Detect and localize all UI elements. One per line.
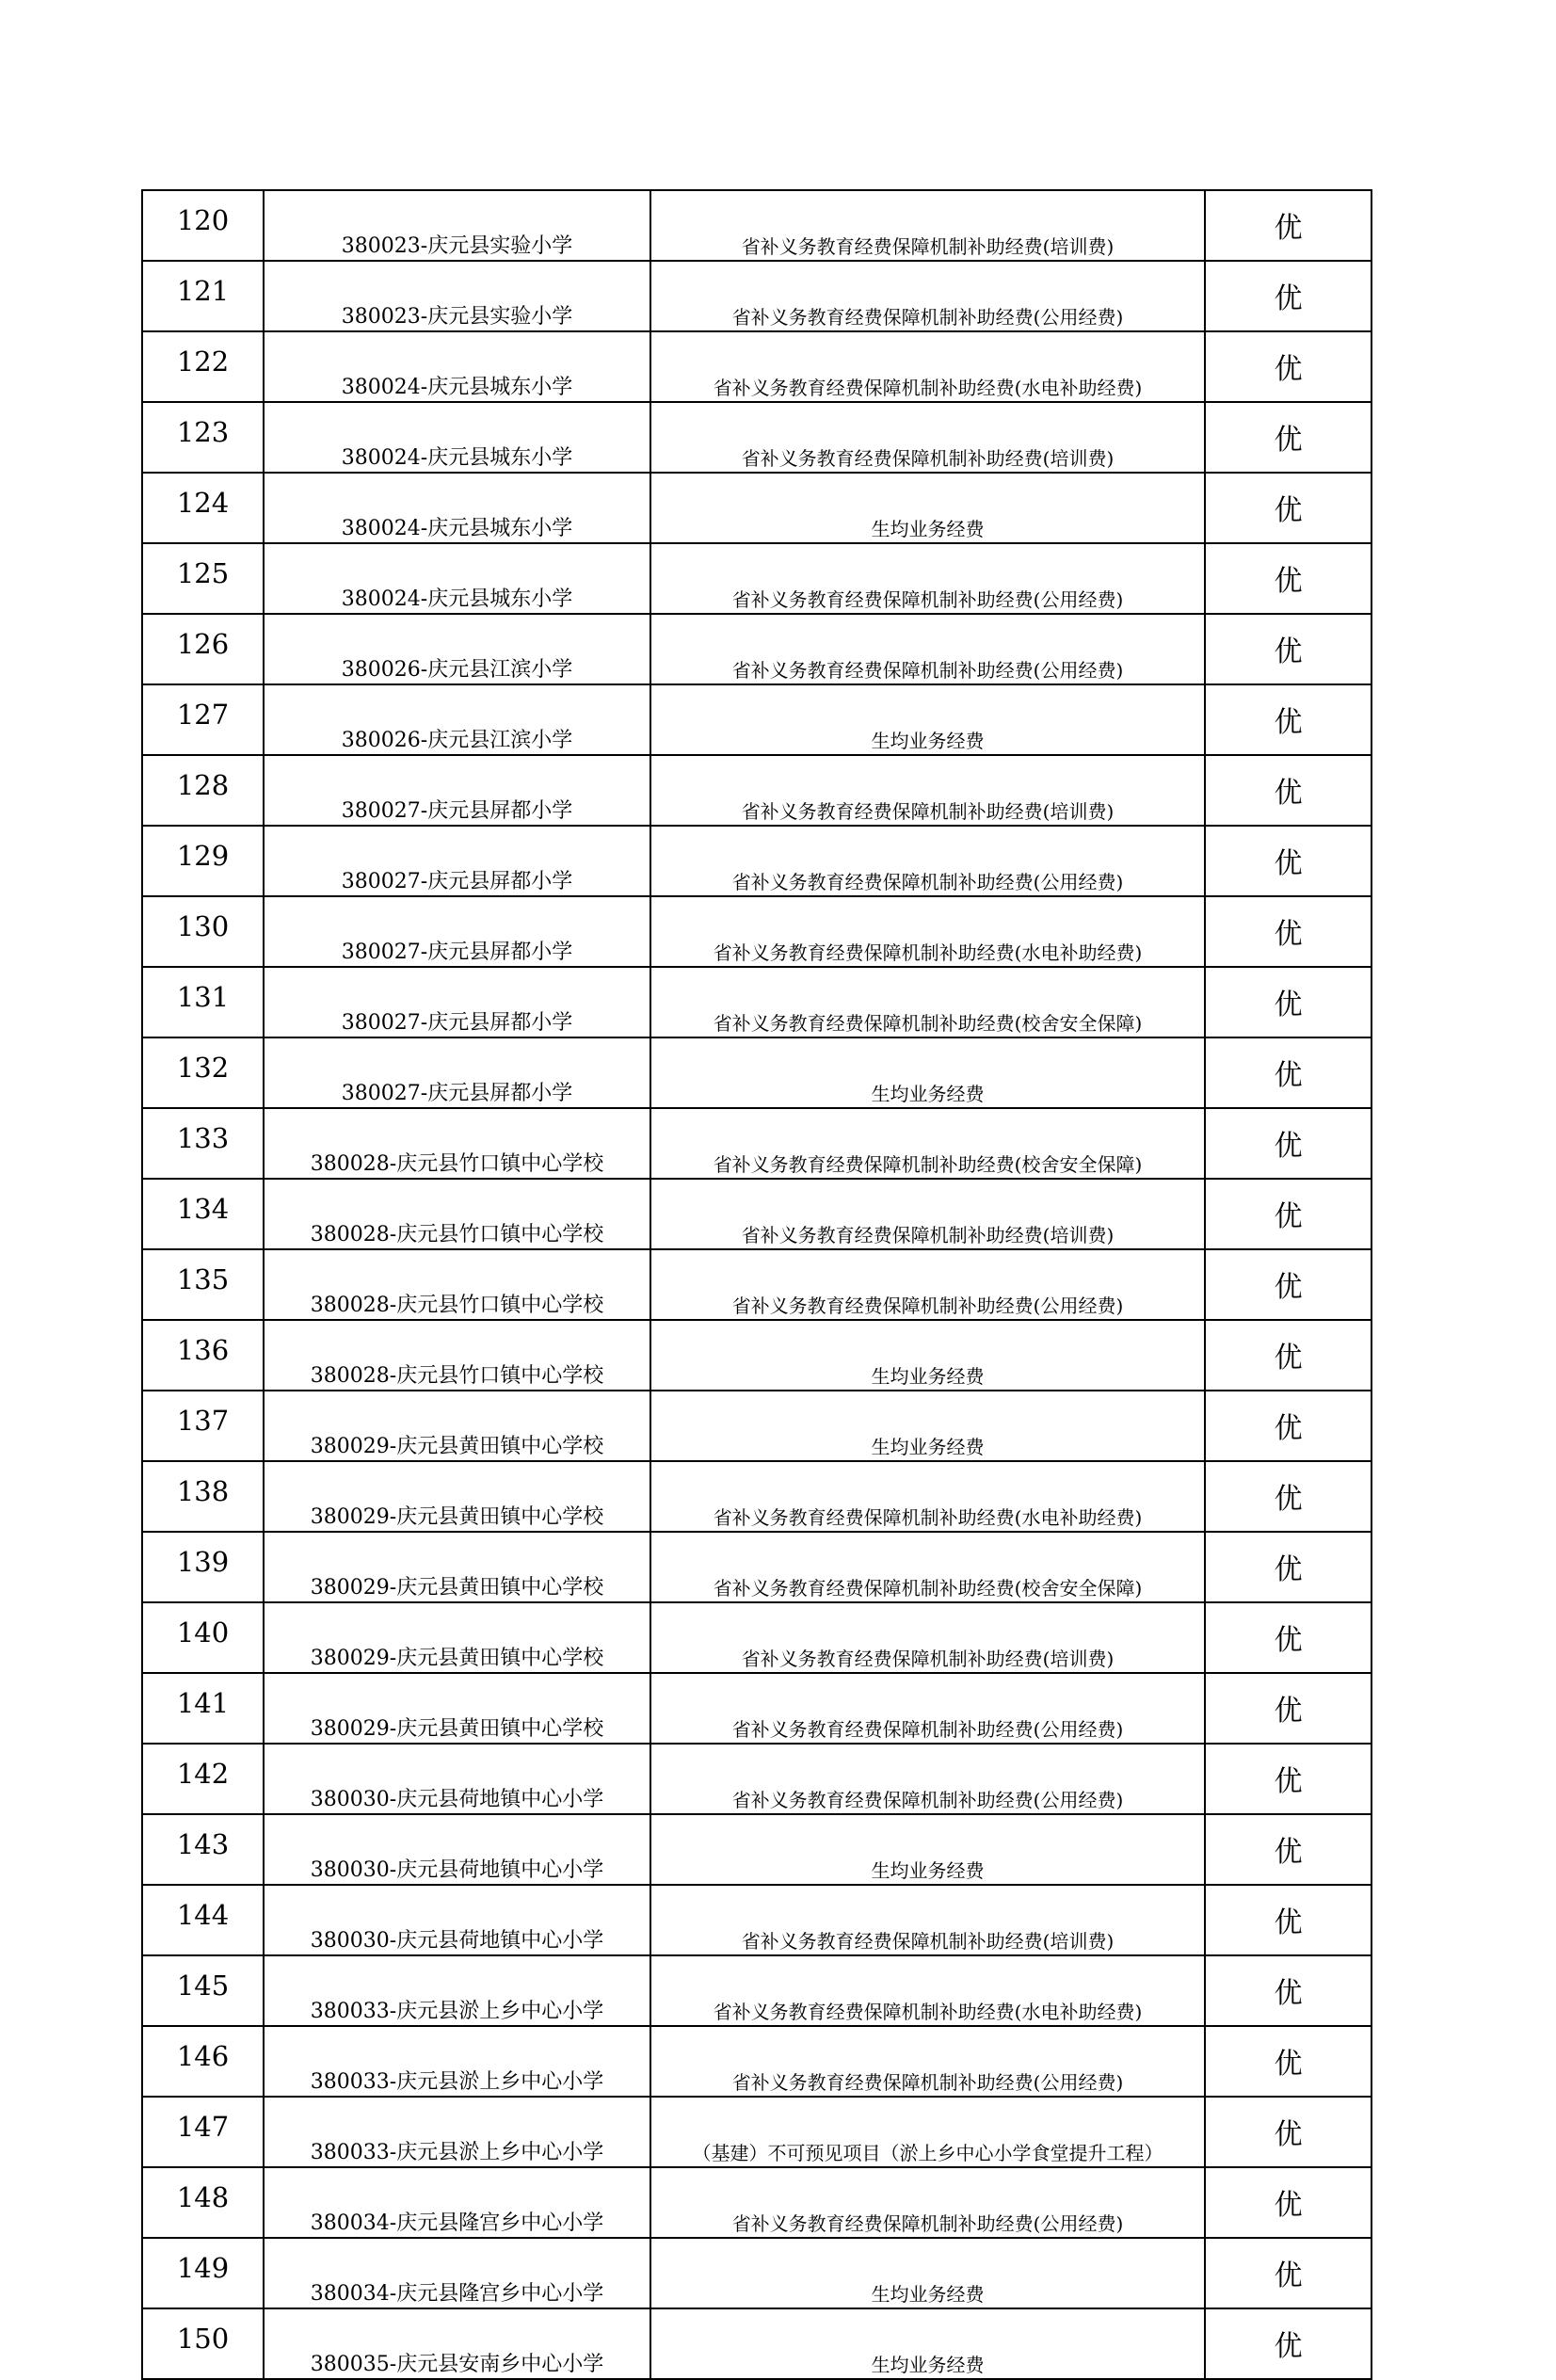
row-number: 135	[142, 1249, 264, 1320]
grade: 优	[1205, 2097, 1372, 2167]
grade: 优	[1205, 1179, 1372, 1249]
project-name: 生均业务经费	[650, 1320, 1205, 1391]
unit-name: 380024-庆元县城东小学	[264, 473, 650, 543]
unit-name: 380029-庆元县黄田镇中心学校	[264, 1673, 650, 1744]
grade: 优	[1205, 261, 1372, 331]
table-row	[142, 1673, 1372, 1744]
table-row	[142, 473, 1372, 543]
row-number: 130	[142, 896, 264, 967]
project-name: 省补义务教育经费保障机制补助经费(水电补助经费)	[650, 1955, 1205, 2026]
table-row	[142, 2026, 1372, 2097]
project-name: 省补义务教育经费保障机制补助经费(培训费)	[650, 402, 1205, 473]
project-name: 省补义务教育经费保障机制补助经费(培训费)	[650, 190, 1205, 261]
row-number: 145	[142, 1955, 264, 2026]
row-number: 142	[142, 1744, 264, 1814]
grade: 优	[1205, 1673, 1372, 1744]
table-row	[142, 190, 1372, 261]
row-number: 125	[142, 543, 264, 614]
project-name: 生均业务经费	[650, 1391, 1205, 1461]
row-number: 149	[142, 2238, 264, 2308]
row-number: 129	[142, 826, 264, 896]
table-row	[142, 684, 1372, 755]
table-row	[142, 2308, 1372, 2379]
unit-name: 380029-庆元县黄田镇中心学校	[264, 1602, 650, 1673]
table-body	[142, 190, 1372, 2379]
unit-name: 380030-庆元县荷地镇中心小学	[264, 1744, 650, 1814]
unit-name: 380027-庆元县屏都小学	[264, 896, 650, 967]
unit-name: 380026-庆元县江滨小学	[264, 684, 650, 755]
row-number: 123	[142, 402, 264, 473]
project-name: 省补义务教育经费保障机制补助经费(公用经费)	[650, 261, 1205, 331]
project-name: 省补义务教育经费保障机制补助经费(水电补助经费)	[650, 1461, 1205, 1532]
unit-name: 380028-庆元县竹口镇中心学校	[264, 1249, 650, 1320]
row-number: 144	[142, 1885, 264, 1955]
unit-name: 380023-庆元县实验小学	[264, 190, 650, 261]
row-number: 147	[142, 2097, 264, 2167]
table-row	[142, 2167, 1372, 2238]
grade: 优	[1205, 826, 1372, 896]
row-number: 121	[142, 261, 264, 331]
grade: 优	[1205, 967, 1372, 1037]
grade: 优	[1205, 1249, 1372, 1320]
grade: 优	[1205, 1885, 1372, 1955]
grade: 优	[1205, 190, 1372, 261]
row-number: 131	[142, 967, 264, 1037]
table-row	[142, 261, 1372, 331]
unit-name: 380024-庆元县城东小学	[264, 402, 650, 473]
grade: 优	[1205, 684, 1372, 755]
table-row	[142, 1955, 1372, 2026]
table-row	[142, 1885, 1372, 1955]
table-row	[142, 1320, 1372, 1391]
grade: 优	[1205, 1320, 1372, 1391]
unit-name: 380028-庆元县竹口镇中心学校	[264, 1179, 650, 1249]
grade: 优	[1205, 1602, 1372, 1673]
table-row	[142, 614, 1372, 684]
row-number: 140	[142, 1602, 264, 1673]
table-row	[142, 402, 1372, 473]
unit-name: 380026-庆元县江滨小学	[264, 614, 650, 684]
project-name: 省补义务教育经费保障机制补助经费(培训费)	[650, 755, 1205, 826]
project-name: 省补义务教育经费保障机制补助经费(校舍安全保障)	[650, 1108, 1205, 1179]
project-name: 省补义务教育经费保障机制补助经费(公用经费)	[650, 826, 1205, 896]
table-row	[142, 896, 1372, 967]
grade: 优	[1205, 543, 1372, 614]
evaluation-table	[141, 189, 1372, 2380]
unit-name: 380033-庆元县淤上乡中心小学	[264, 2026, 650, 2097]
unit-name: 380023-庆元县实验小学	[264, 261, 650, 331]
grade: 优	[1205, 1814, 1372, 1885]
table-row	[142, 1814, 1372, 1885]
project-name: 省补义务教育经费保障机制补助经费(公用经费)	[650, 1673, 1205, 1744]
table-row	[142, 1179, 1372, 1249]
project-name: 生均业务经费	[650, 684, 1205, 755]
unit-name: 380027-庆元县屏都小学	[264, 967, 650, 1037]
row-number: 133	[142, 1108, 264, 1179]
table-row	[142, 2238, 1372, 2308]
unit-name: 380030-庆元县荷地镇中心小学	[264, 1814, 650, 1885]
project-name: 省补义务教育经费保障机制补助经费(水电补助经费)	[650, 896, 1205, 967]
row-number: 137	[142, 1391, 264, 1461]
project-name: 省补义务教育经费保障机制补助经费(公用经费)	[650, 1249, 1205, 1320]
project-name: 生均业务经费	[650, 1037, 1205, 1108]
project-name: 生均业务经费	[650, 2238, 1205, 2308]
project-name: 省补义务教育经费保障机制补助经费(水电补助经费)	[650, 331, 1205, 402]
project-name: 省补义务教育经费保障机制补助经费(公用经费)	[650, 614, 1205, 684]
row-number: 122	[142, 331, 264, 402]
row-number: 146	[142, 2026, 264, 2097]
grade: 优	[1205, 402, 1372, 473]
unit-name: 380028-庆元县竹口镇中心学校	[264, 1108, 650, 1179]
project-name: （基建）不可预见项目（淤上乡中心小学食堂提升工程）	[650, 2097, 1205, 2167]
grade: 优	[1205, 1744, 1372, 1814]
row-number: 136	[142, 1320, 264, 1391]
grade: 优	[1205, 896, 1372, 967]
row-number: 120	[142, 190, 264, 261]
grade: 优	[1205, 473, 1372, 543]
row-number: 126	[142, 614, 264, 684]
unit-name: 380027-庆元县屏都小学	[264, 1037, 650, 1108]
unit-name: 380030-庆元县荷地镇中心小学	[264, 1885, 650, 1955]
unit-name: 380028-庆元县竹口镇中心学校	[264, 1320, 650, 1391]
project-name: 省补义务教育经费保障机制补助经费(公用经费)	[650, 543, 1205, 614]
table-row	[142, 2097, 1372, 2167]
project-name: 省补义务教育经费保障机制补助经费(公用经费)	[650, 2026, 1205, 2097]
grade: 优	[1205, 755, 1372, 826]
project-name: 省补义务教育经费保障机制补助经费(公用经费)	[650, 2167, 1205, 2238]
project-name: 省补义务教育经费保障机制补助经费(培训费)	[650, 1179, 1205, 1249]
grade: 优	[1205, 2238, 1372, 2308]
row-number: 139	[142, 1532, 264, 1602]
unit-name: 380029-庆元县黄田镇中心学校	[264, 1391, 650, 1461]
grade: 优	[1205, 1037, 1372, 1108]
row-number: 141	[142, 1673, 264, 1744]
table-row	[142, 967, 1372, 1037]
row-number: 143	[142, 1814, 264, 1885]
row-number: 148	[142, 2167, 264, 2238]
table-row	[142, 1744, 1372, 1814]
unit-name: 380035-庆元县安南乡中心小学	[264, 2308, 650, 2379]
unit-name: 380034-庆元县隆宫乡中心小学	[264, 2167, 650, 2238]
grade: 优	[1205, 331, 1372, 402]
row-number: 132	[142, 1037, 264, 1108]
project-name: 省补义务教育经费保障机制补助经费(公用经费)	[650, 1744, 1205, 1814]
grade: 优	[1205, 2167, 1372, 2238]
unit-name: 380024-庆元县城东小学	[264, 331, 650, 402]
table-row	[142, 1532, 1372, 1602]
grade: 优	[1205, 614, 1372, 684]
grade: 优	[1205, 1461, 1372, 1532]
unit-name: 380033-庆元县淤上乡中心小学	[264, 1955, 650, 2026]
project-name: 生均业务经费	[650, 1814, 1205, 1885]
unit-name: 380024-庆元县城东小学	[264, 543, 650, 614]
table-row	[142, 1108, 1372, 1179]
grade: 优	[1205, 1955, 1372, 2026]
grade: 优	[1205, 2026, 1372, 2097]
unit-name: 380027-庆元县屏都小学	[264, 755, 650, 826]
grade: 优	[1205, 1391, 1372, 1461]
table-row	[142, 1461, 1372, 1532]
project-name: 省补义务教育经费保障机制补助经费(培训费)	[650, 1885, 1205, 1955]
table-row	[142, 543, 1372, 614]
row-number: 138	[142, 1461, 264, 1532]
project-name: 生均业务经费	[650, 2308, 1205, 2379]
unit-name: 380027-庆元县屏都小学	[264, 826, 650, 896]
row-number: 127	[142, 684, 264, 755]
table-row	[142, 1602, 1372, 1673]
table-row	[142, 1249, 1372, 1320]
table-row	[142, 826, 1372, 896]
row-number: 134	[142, 1179, 264, 1249]
project-name: 省补义务教育经费保障机制补助经费(培训费)	[650, 1602, 1205, 1673]
row-number: 124	[142, 473, 264, 543]
unit-name: 380029-庆元县黄田镇中心学校	[264, 1532, 650, 1602]
row-number: 150	[142, 2308, 264, 2379]
unit-name: 380029-庆元县黄田镇中心学校	[264, 1461, 650, 1532]
unit-name: 380033-庆元县淤上乡中心小学	[264, 2097, 650, 2167]
table-row	[142, 1391, 1372, 1461]
table-row	[142, 755, 1372, 826]
grade: 优	[1205, 1532, 1372, 1602]
project-name: 省补义务教育经费保障机制补助经费(校舍安全保障)	[650, 967, 1205, 1037]
table-row	[142, 331, 1372, 402]
grade: 优	[1205, 2308, 1372, 2379]
unit-name: 380034-庆元县隆宫乡中心小学	[264, 2238, 650, 2308]
row-number: 128	[142, 755, 264, 826]
grade: 优	[1205, 1108, 1372, 1179]
project-name: 生均业务经费	[650, 473, 1205, 543]
project-name: 省补义务教育经费保障机制补助经费(校舍安全保障)	[650, 1532, 1205, 1602]
table-row	[142, 1037, 1372, 1108]
